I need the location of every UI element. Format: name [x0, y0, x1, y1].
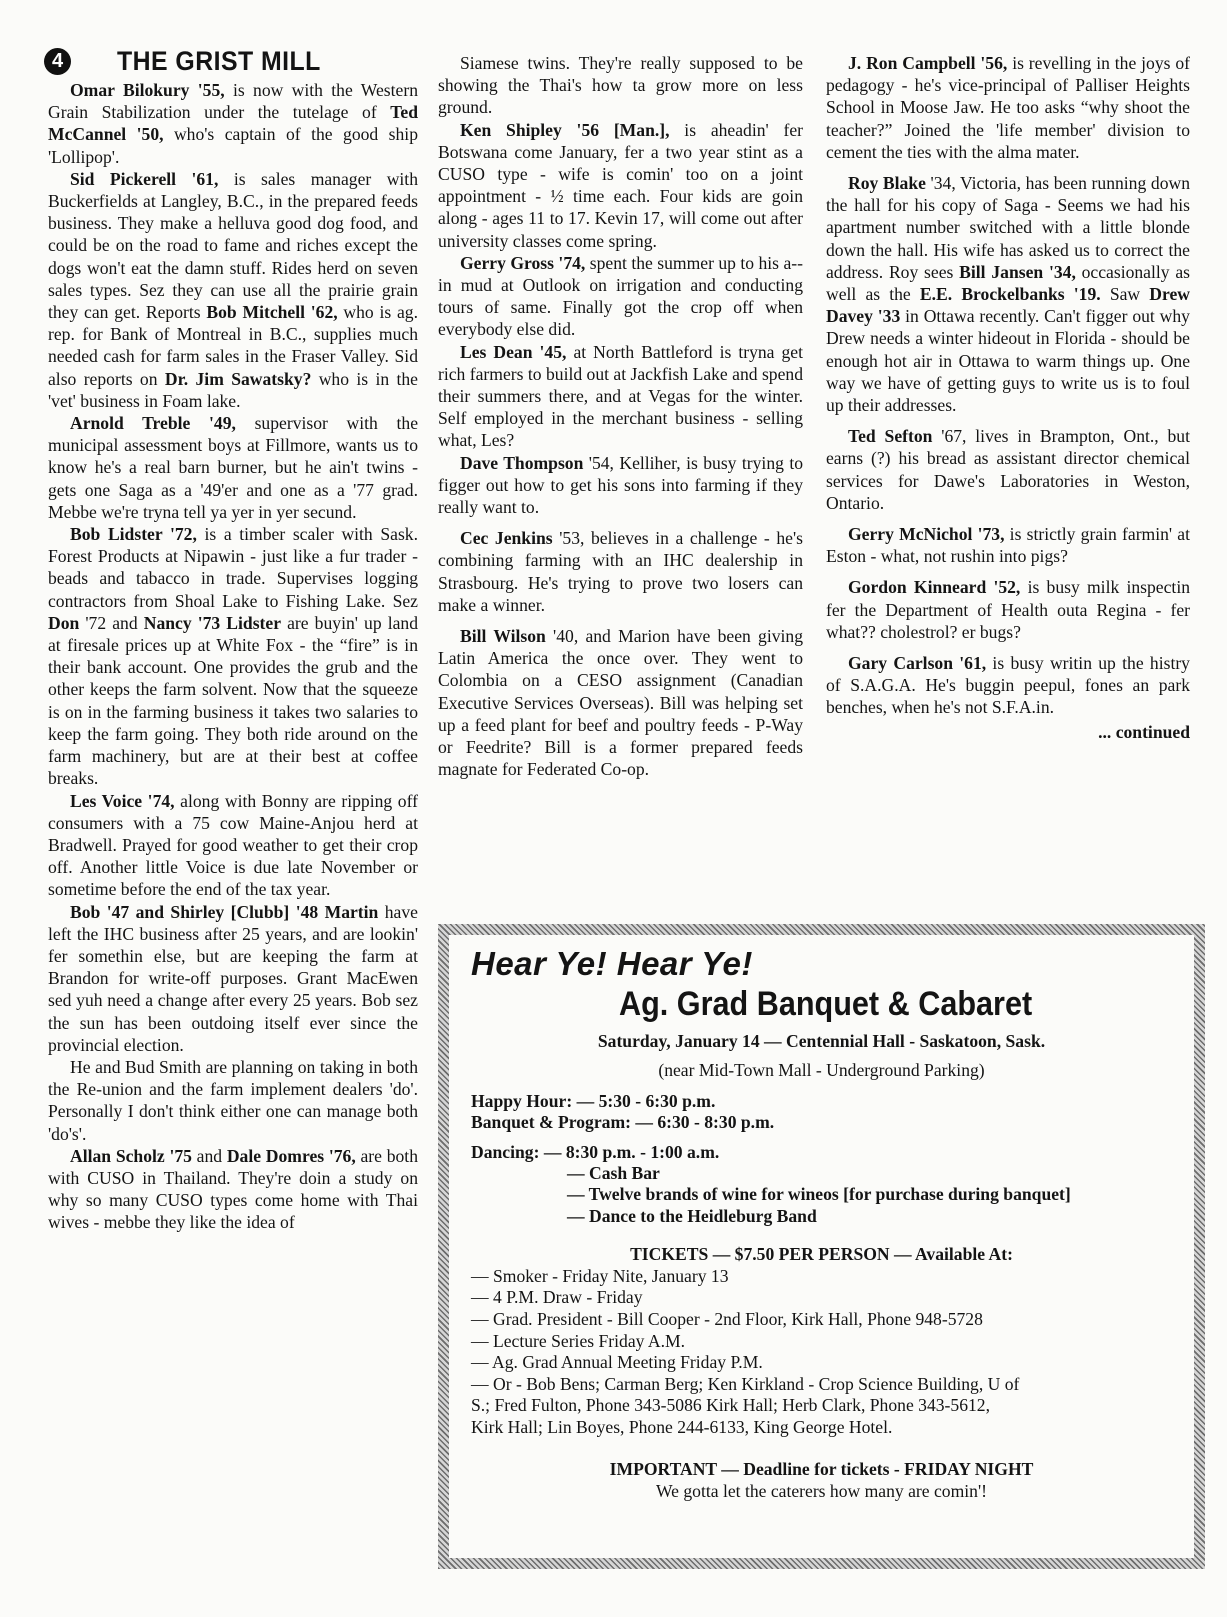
column-3 — [826, 52, 1190, 743]
person-name: Ted McCannel '50, — [48, 102, 418, 145]
news-item — [826, 52, 1190, 163]
news-item — [48, 901, 418, 1056]
banquet-announcement-box — [438, 924, 1205, 1569]
item-text: '67, lives in Brampton, Ont., but earns (?) his bread as assistant director chemical services for Dawe's Laboratories in Weston, Ontario. — [826, 426, 1190, 513]
item-text: who is ag. rep. for Bank of Montreal in B.C., supplies much needed cash for farm sales in the Fraser Valley. Sid also reports on — [48, 302, 418, 389]
dancing-line: Dancing: — 8:30 p.m. - 1:00 a.m. — [471, 1142, 720, 1162]
news-item — [826, 576, 1190, 643]
ticket-outlet: — 4 P.M. Draw - Friday — [471, 1287, 643, 1307]
news-item — [826, 172, 1190, 416]
dancing-item: — Dance to the Heidleburg Band — [567, 1206, 817, 1226]
news-item — [48, 1056, 418, 1145]
item-text: supervisor with the municipal assessment boys at Fillmore, wants us to know he's a real barn burner, but he ain't twins - gets one Saga as a '49'er and one as a '77 grad. Mebbe we're tryna tell ya yer in yer secund. — [48, 413, 419, 522]
item-text: '53, believes in a challenge - he's combining farming with an IHC dealership in Strasbourg. He's trying to prove two losers can make a winner. — [438, 528, 803, 615]
person-name: Gary Carlson '61, — [848, 653, 987, 674]
person-name: J. Ron Campbell '56, — [848, 53, 1008, 73]
ticket-outlet: — Smoker - Friday Nite, January 13 — [471, 1266, 729, 1286]
dancing-item: — Twelve brands of wine for wineos [for purchase during banquet] — [567, 1184, 1071, 1204]
banquet-program-line: Banquet & Program: — 6:30 - 8:30 p.m. — [471, 1112, 775, 1132]
item-text: is strictly grain farmin' at Eston - what, not rushin into pigs? — [826, 524, 1190, 567]
person-name: Bill Wilson — [460, 626, 546, 647]
item-text: have left the IHC business after 25 years, and are lookin' fer somethin else, but are keeping the farm at Brandon for write-off purposes. Grant MacEwen sed yuh need a change after every 25 years. Bob sez the sun has been outdoing itself ever since the provincial election. — [48, 901, 418, 1055]
banquet-title: Ag. Grad Banquet & Cabaret — [619, 985, 1033, 1023]
ticket-outlet: — Or - Bob Bens; Carman Berg; Ken Kirkland - Crop Science Building, U of — [471, 1374, 1020, 1394]
column-3-body — [826, 52, 1190, 719]
item-text: are buyin' up land at firesale prices up at White Fox - the “fire” is in their bank account. One provides the grub and the other keeps the farm solvent. Now that the squeeze is on in the farming business it takes two salaries to keep the farm going. They both ride around on the farm machinery, but are at their best at coffee breaks. — [48, 612, 418, 789]
ticket-outlet: — Ag. Grad Annual Meeting Friday P.M. — [471, 1352, 763, 1372]
person-name: Don — [48, 612, 80, 633]
person-name: Bob Lidster '72, — [70, 524, 197, 545]
banquet-date-line: Saturday, January 14 — Centennial Hall - Saskatoon, Sask. — [597, 1031, 1046, 1051]
person-name: Les Voice '74, — [70, 790, 175, 811]
item-text: along with Bonny are ripping off consumers with a 75 cow Maine-Anjou herd at Bradwell. Prayed for good weather to get their crop off. Another little Voice is due late November or sometime before the end of the tax year. — [48, 790, 418, 900]
news-item — [48, 1145, 418, 1234]
person-name: Gerry McNichol '73, — [848, 524, 1005, 545]
item-text: is aheadin' fer Botswana come January, fer a two year stint as a CUSO type - wife is comin' too on a joint appointment - ½ time each. Four kids are goin along - ages 11 to 17. Kevin 17, will come out after university classes come spring. — [438, 119, 803, 251]
person-name: Gordon Kinneard '52, — [848, 577, 1021, 598]
ticket-outlet: — Lecture Series Friday A.M. — [471, 1331, 686, 1351]
item-text: Siamese twins. They're really supposed to be showing the Thai's how ta grow more on less ground. — [438, 53, 803, 118]
news-item — [826, 523, 1190, 567]
person-name: Drew Davey '33 — [826, 284, 1190, 327]
item-text: is busy milk inspectin fer the Department of Health outa Regina - fer what?? cholestrol? er bugs? — [826, 577, 1190, 642]
item-text: and — [191, 1145, 227, 1166]
tickets-heading: TICKETS — $7.50 PER PERSON — Available At: — [630, 1244, 1013, 1264]
column-2-body — [438, 52, 803, 781]
person-name: Dale Domres '76, — [226, 1145, 356, 1166]
news-item — [438, 452, 803, 519]
item-text: who is in the 'vet' business in Foam lake. — [48, 368, 418, 411]
person-name: Les Dean '45, — [460, 341, 567, 362]
news-item — [438, 625, 803, 780]
item-text: spent the summer up to his a-- in mud at Outlook on irrigation and conducting tours of same. Finally got the crop off when everybody else did. — [438, 252, 803, 340]
person-name: Ted Sefton — [848, 426, 933, 447]
news-item — [438, 341, 803, 452]
item-text: at North Battleford is tryna get rich farmers to build out at Jackfish Lake and spend their summers there, and at Vegas for the winter. Self employed in the merchant business - selling what, Les? — [438, 341, 804, 451]
person-name: Dave Thompson — [460, 452, 584, 473]
dancing-item: — Cash Bar — [567, 1163, 660, 1183]
news-item — [48, 168, 418, 412]
person-name: Arnold Treble '49, — [70, 413, 236, 434]
item-text: '54, Kelliher, is busy trying to figger out how to get his sons into farming if they really want to. — [438, 452, 804, 518]
person-name: Bill Jansen '34, — [959, 261, 1076, 282]
item-text: are both with CUSO in Thailand. They're doin a study on why so many CUSO types come home with Thai wives - mebbe they like the idea of — [48, 1145, 418, 1233]
person-name: Dr. Jim Sawatsky? — [164, 368, 312, 389]
page-number-badge: 4 — [44, 48, 71, 75]
item-text: is now with the Western Grain Stabilization under the tutelage of — [48, 80, 418, 123]
item-text: occasionally as well as the — [826, 261, 1191, 305]
column-1 — [48, 46, 418, 1234]
person-name: Ken Shipley '56 [Man.], — [460, 119, 670, 140]
person-name: Bob Mitchell '62, — [206, 302, 338, 323]
person-name: Bob '47 and Shirley [Clubb] '48 Martin — [70, 901, 379, 922]
person-name: Roy Blake — [848, 173, 926, 194]
caterers-note: We gotta let the caterers how many are comin'! — [655, 1481, 987, 1501]
person-name: Sid Pickerell '61, — [70, 168, 219, 189]
happy-hour-line: Happy Hour: — 5:30 - 6:30 p.m. — [471, 1091, 716, 1111]
important-deadline: IMPORTANT — Deadline for tickets - FRIDAY NIGHT — [609, 1459, 1034, 1479]
news-item — [48, 412, 418, 523]
item-text: is a timber scaler with Sask. Forest Products at Nipawin - just like a fur trader - beads and tabacco in trade. Supervises logging contractors from Shoal Lake to Fishing Lake. Sez — [48, 524, 418, 611]
item-text: is busy writin up the histry of S.A.G.A. He's buggin peepul, fones an park benches, when he's not S.F.A.in. — [826, 653, 1190, 718]
item-text: in Ottawa recently. Can't figger out why Drew needs a winter hideout in Florida - should be enough hot air in Ottawa to warm things up. One way we have of getting guys to write us is to foul up their addresses. — [826, 306, 1190, 416]
item-text: He and Bud Smith are planning on taking in both the Re-union and the farm implement dealers 'do'. Personally I don't think either one can manage both 'do's'. — [48, 1056, 418, 1144]
news-item — [826, 425, 1190, 514]
item-text: is revelling in the joys of pedagogy - he's vice-principal of Palliser Heights School in Moose Jaw. He too asks “why shoot the teacher?” Joined the 'life member' division to cement the ties with the alma mater. — [826, 53, 1190, 162]
person-name: E.E. Brockelbanks '19. — [919, 284, 1101, 305]
news-item — [438, 119, 803, 252]
hear-ye-heading: Hear Ye! Hear Ye! — [471, 945, 753, 982]
banquet-location-line: (near Mid-Town Mall - Underground Parking) — [658, 1060, 985, 1080]
item-text: who's captain of the good ship 'Lollipop'. — [48, 124, 418, 167]
news-item — [48, 790, 418, 901]
person-name: Gerry Gross '74, — [460, 252, 586, 273]
ticket-outlet: — Grad. President - Bill Cooper - 2nd Floor, Kirk Hall, Phone 948-5728 — [471, 1309, 983, 1329]
news-item — [438, 527, 803, 616]
item-text: '34, Victoria, has been running down the hall for his copy of Saga - Seems we had his apartment number switched with a little blonde down the hall. His wife has asked us to correct the address. Roy sees — [826, 173, 1190, 282]
person-name: Allan Scholz '75 — [70, 1145, 192, 1166]
column-2 — [438, 52, 803, 781]
continued-note: ... continued — [1098, 721, 1190, 742]
person-name: Cec Jenkins — [460, 528, 553, 549]
column-1-body — [48, 79, 418, 1234]
banquet-announcement-content — [449, 935, 1194, 1558]
item-text: is sales manager with Buckerfields at Langley, B.C., in the prepared feeds business. They make a helluva good dog food, and could be on the road to fame and riches except the dogs won't eat the damn stuff. Rides herd on seven sales types. Sez they can use all the prairie grain they can get. Reports — [48, 168, 418, 323]
news-item — [48, 79, 418, 168]
person-name: Nancy '73 Lidster — [143, 612, 282, 633]
news-item — [438, 252, 803, 341]
news-item — [438, 52, 803, 119]
person-name: Omar Bilokury '55, — [70, 80, 225, 100]
section-title: THE GRIST MILL — [117, 45, 321, 76]
item-text: '40, and Marion have been giving Latin America the once over. They went to Colombia on a CESO assignment (Canadian Executive Services Overseas). Bill was helping set up a feed plant for beef and poultry feeds - P-Way or Feedrite? Bill is a former prepared feeds magnate for Federated Co-op. — [438, 626, 803, 780]
news-item — [48, 523, 418, 789]
item-text: Saw — [1100, 284, 1150, 305]
masthead — [44, 46, 418, 76]
ticket-outlet: Kirk Hall; Lin Boyes, Phone 244-6133, King George Hotel. — [471, 1417, 893, 1437]
item-text: '72 and — [79, 612, 144, 633]
news-item — [826, 652, 1190, 719]
ticket-outlet: S.; Fred Fulton, Phone 343-5086 Kirk Hall; Herb Clark, Phone 343-5612, — [471, 1395, 990, 1415]
